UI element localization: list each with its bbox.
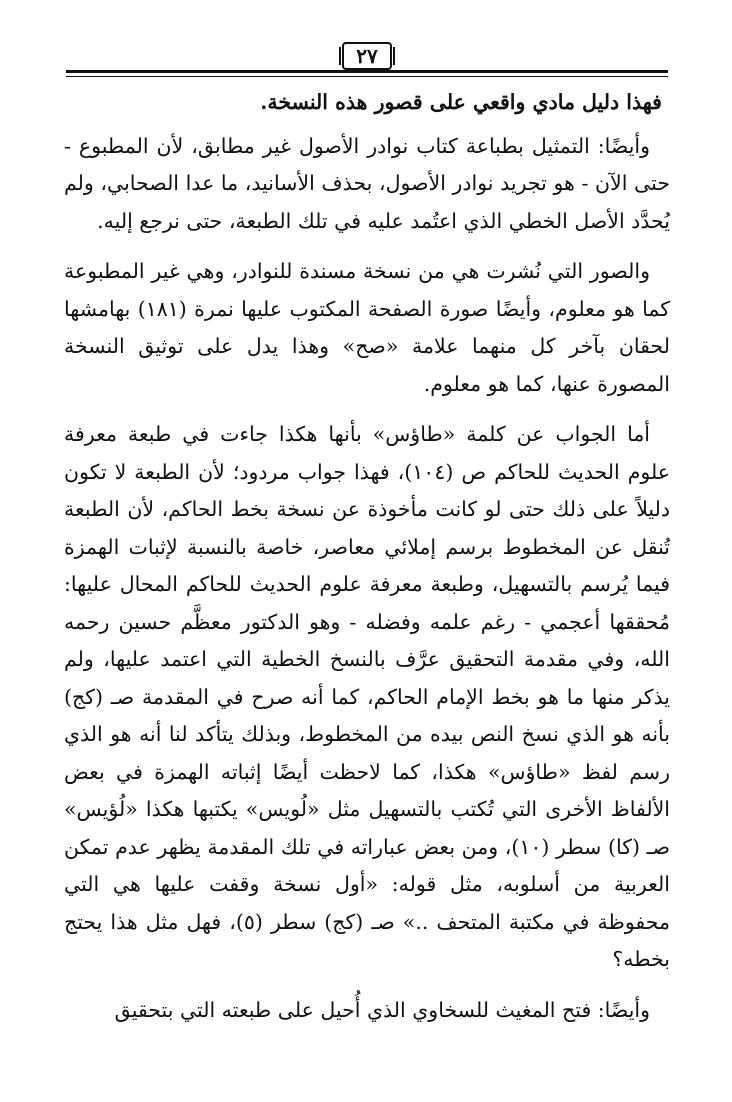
page-header (66, 38, 668, 78)
page-body (64, 84, 670, 1029)
paragraph-fath-al-mughith: وأيضًا: فتح المغيث للسخاوي الذي أُحيل على طبعته التي بتحقيق (114, 997, 650, 1022)
paragraph-tawus-answer: أما الجواب عن كلمة «طاؤس» بأنها هكذا جاءت في طبعة معرفة علوم الحديث للحاكم ص (١٠٤)، فهذا جواب مردود؛ لأن الطبعة لا تكون دليلاً على ذلك حتى لو كانت مأخوذة عن نسخة بخط الحاكم، لأن الطبعة تُنقل عن المخطوط برسم إملائي معاصر، خاصة بالنسبة لإثبات الهمزة فيما يُرسم بالتسهيل، وطبعة معرفة علوم الحديث للحاكم المحال عليها: مُحققها أعجمي - رغم علمه وفضله - وهو الدكتور معظَّم حسين رحمه الله، وفي مقدمة التحقيق عرَّف بالنسخ الخطية التي اعتمد عليها، ولم يذكر منها ما هو بخط الإمام الحاكم، كما أنه صرح في المقدمة صـ (كج) بأنه هو الذي نسخ النص بيده من المخطوط، وبذلك يتأكد لنا أنه هو الذي رسم لفظ «طاؤس» هكذا، كما لاحظت أيضًا إثباته الهمزة في بعض الألفاظ الأخرى التي تُكتب بالتسهيل مثل «لُويس» يكتبها هكذا «لُؤيس» صـ (كا) سطر (١٠)، ومن بعض عباراته في تلك المقدمة يظهر عدم تمكن العربية من أسلوبه، مثل قوله: «أول نسخة وقفت عليها هي التي محفوظة في مكتبة المتحف ..» صـ (كج) سطر (٥)، فهل مثل هذا يحتج بخطه؟ (64, 422, 671, 971)
page-number: ٢٧ (342, 42, 392, 70)
header-rule-thin (66, 76, 668, 77)
paragraph-conclusion: فهذا دليل مادي واقعي على قصور هذه النسخة. (260, 90, 662, 114)
paragraph-published-images: والصور التي نُشرت هي من نسخة مسندة للنوادر، وهي غير المطبوعة كما هو معلوم، وأيضًا صورة الصفحة المكتوب عليها نمرة (١٨١) بهامشها لحقان بآخر كل منهما علامة «صح» وهذا يدل على توثيق النسخة المصورة عنها، كما هو معلوم. (64, 259, 670, 396)
paragraph-nawadir-al-usul: وأيضًا: التمثيل بطباعة كتاب نوادر الأصول غير مطابق، لأن المطبوع - حتى الآن - هو تجريد نوادر الأصول، بحذف الأسانيد، ما عدا الصحابي، ولم يُحدَّد الأصل الخطي الذي اعتُمد عليه في تلك الطبعة، حتى نرجع إليه. (64, 133, 670, 233)
header-rule-thick (66, 70, 668, 73)
